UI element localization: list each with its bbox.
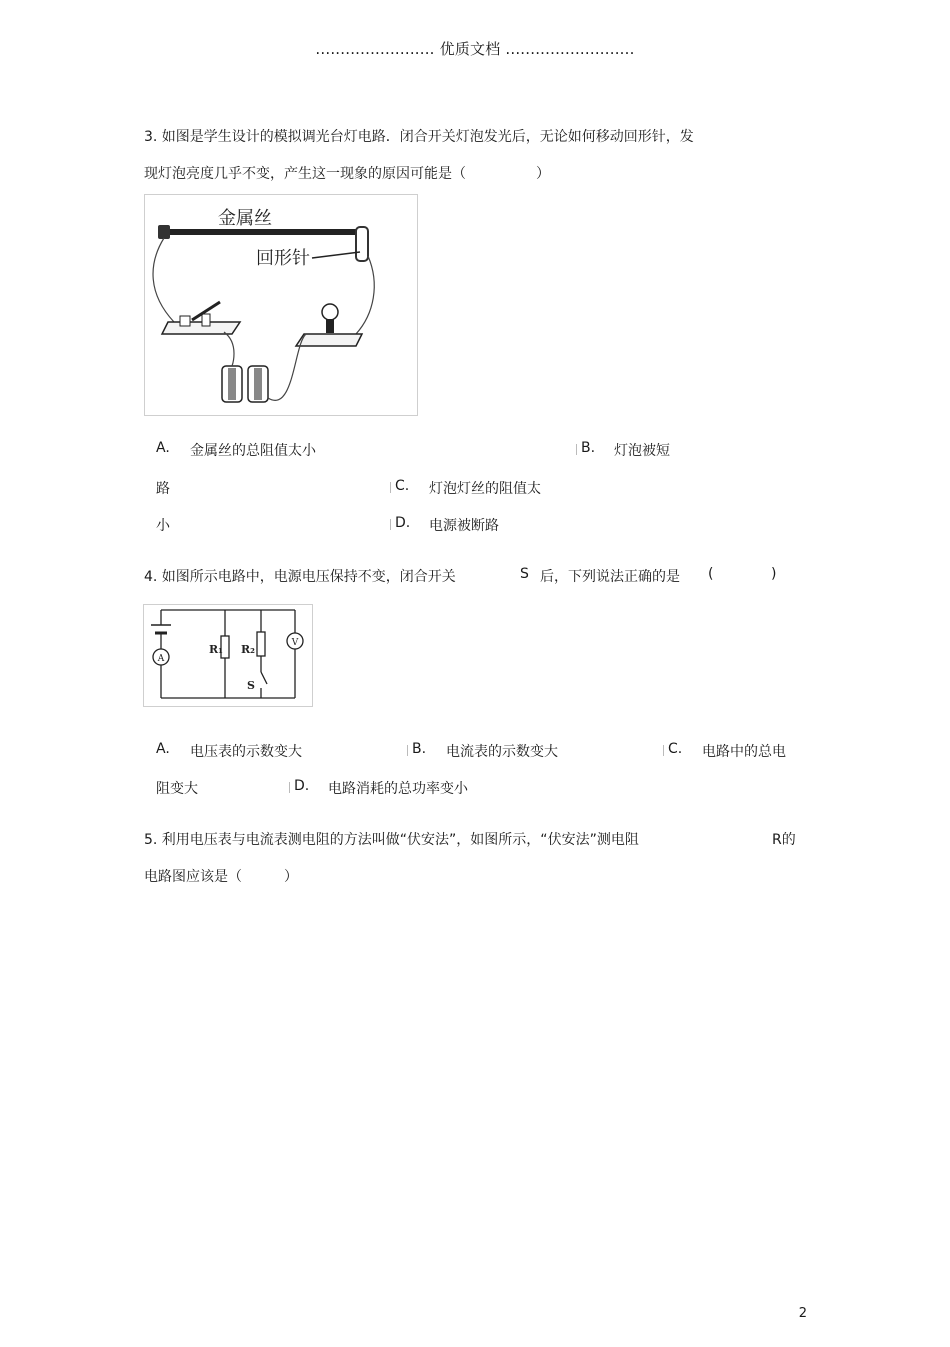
q4-option-c-text-1: 电路中的总电 xyxy=(702,744,786,760)
q4-option-b-text: 电流表的示数变大 xyxy=(446,744,558,760)
q5-line-2: 电路图应该是（ ） xyxy=(144,869,298,885)
q4-option-b-letter: B. xyxy=(412,741,427,757)
q3-option-c-text-2: 小 xyxy=(156,518,170,534)
q3-option-d-letter: D. xyxy=(395,515,411,531)
q4-option-c-text-2: 阻变大 xyxy=(156,781,198,797)
q3-circuit-figure xyxy=(144,194,418,416)
r2-label: R₂ xyxy=(241,643,255,656)
clip-label: 回形针 xyxy=(256,248,310,269)
switch-base xyxy=(162,322,240,334)
resistor-r2 xyxy=(257,632,265,656)
lamp-base xyxy=(296,334,362,346)
q5-line-1b: R的 xyxy=(772,832,796,848)
q4-paren-close: ) xyxy=(771,566,777,582)
r1-label: R₁ xyxy=(209,643,223,656)
switch-label: S xyxy=(247,679,255,692)
q3-option-a-letter: A. xyxy=(156,440,170,456)
q4-option-c-letter: C. xyxy=(668,741,683,757)
q4-option-a-letter: A. xyxy=(156,741,170,757)
q3-option-d-text: 电源被断路 xyxy=(429,518,499,534)
q4-option-a-text: 电压表的示数变大 xyxy=(190,744,302,760)
q3-option-c-text-1: 灯泡灯丝的阻值太 xyxy=(429,481,541,497)
page-header: ........................ 优质文档 .......................... xyxy=(315,40,635,58)
wire-label: 金属丝 xyxy=(218,208,272,229)
voltmeter-label: V xyxy=(291,638,299,648)
q4-line-1-s: S xyxy=(520,566,529,582)
clip-holder xyxy=(356,227,368,261)
q4-line-1a: 4. 如图所示电路中，电源电压保持不变，闭合开关 xyxy=(144,569,456,585)
q4-option-d-text: 电路消耗的总功率变小 xyxy=(328,781,468,797)
q3-line-1: 3. 如图是学生设计的模拟调光台灯电路．闭合开关灯泡发光后，无论如何移动回形针，发 xyxy=(144,129,694,145)
page-number: 2 xyxy=(798,1306,807,1321)
q3-option-b-letter: B. xyxy=(581,440,596,456)
q3-option-b-text-2: 路 xyxy=(156,481,170,497)
q4-option-d-letter: D. xyxy=(294,778,310,794)
q4-line-1b: 后，下列说法正确的是 xyxy=(540,569,680,585)
q4-circuit-diagram xyxy=(143,604,313,707)
q3-option-c-letter: C. xyxy=(395,478,410,494)
q4-paren-open: ( xyxy=(708,566,714,582)
q3-option-a-text: 金属丝的总阻值太小 xyxy=(190,443,316,459)
switch-s xyxy=(261,672,267,684)
bulb-icon xyxy=(322,304,338,320)
q5-line-1a: 5. 利用电压表与电流表测电阻的方法叫做“伏安法”，如图所示，“伏安法”测电阻 xyxy=(144,832,639,848)
q3-line-2: 现灯泡亮度几乎不变，产生这一现象的原因可能是（ ） xyxy=(144,166,550,182)
ammeter-label: A xyxy=(157,654,165,664)
q3-option-b-text-1: 灯泡被短 xyxy=(614,443,670,459)
